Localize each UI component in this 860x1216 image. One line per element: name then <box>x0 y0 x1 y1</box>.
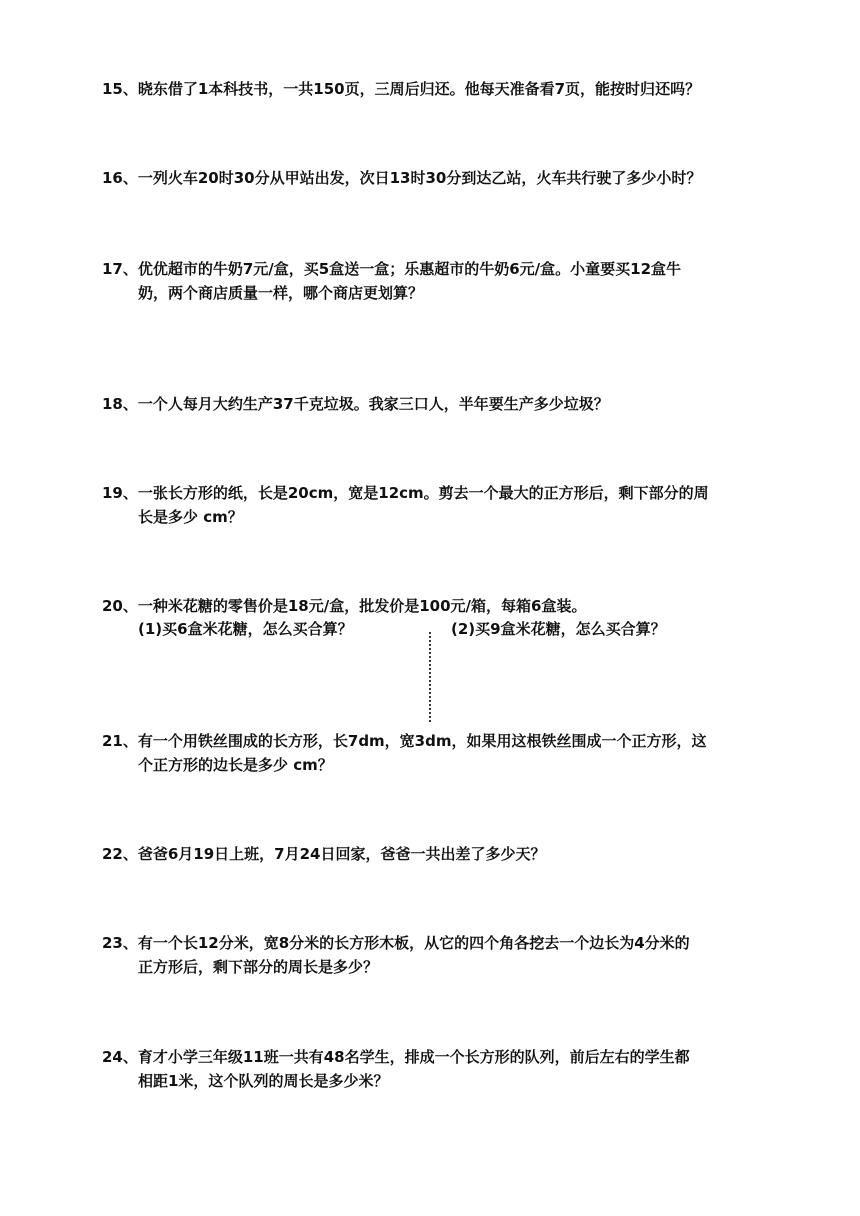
question-15-text: 15、晓东借了1本科技书，一共150页，三周后归还。他每天准备看7页，能按时归还吗？ <box>102 80 701 98</box>
question-21 <box>102 729 782 777</box>
question-21-text-cont: 个正方形的边长是多少 cm？ <box>138 756 333 774</box>
question-23-text-cont: 正方形后，剩下部分的周长是多少？ <box>138 958 379 976</box>
question-23 <box>102 931 782 979</box>
question-18 <box>102 392 782 416</box>
question-15 <box>102 77 782 101</box>
question-21-text: 21、有一个用铁丝围成的长方形，长7dm，宽3dm，如果用这根铁丝围成一个正方形，这 <box>102 732 707 750</box>
question-17 <box>102 257 782 305</box>
question-19-text-cont: 长是多少 cm？ <box>138 508 243 526</box>
question-20-part-1: (1)买6盒米花糖，怎么买合算？ <box>138 620 353 638</box>
question-24 <box>102 1045 782 1093</box>
question-16 <box>102 166 782 190</box>
question-20-text: 20、一种米花糖的零售价是18元/盒，批发价是100元/箱，每箱6盒装。 <box>102 597 587 615</box>
question-19-text: 19、一张长方形的纸，长是20cm，宽是12cm。剪去一个最大的正方形后，剩下部分的周 <box>102 484 709 502</box>
question-23-text: 23、有一个长12分米，宽8分米的长方形木板，从它的四个角各挖去一个边长为4分米的 <box>102 934 690 952</box>
answer-divider <box>429 632 431 722</box>
question-22-text: 22、爸爸6月19日上班，7月24日回家，爸爸一共出差了多少天？ <box>102 845 546 863</box>
question-24-text: 24、育才小学三年级11班一共有48名学生，排成一个长方形的队列，前后左右的学生都 <box>102 1048 690 1066</box>
question-19 <box>102 481 782 529</box>
question-22 <box>102 842 782 866</box>
question-17-text: 17、优优超市的牛奶7元/盒，买5盒送一盒；乐惠超市的牛奶6元/盒。小童要买12盒牛 <box>102 260 682 278</box>
question-24-text-cont: 相距1米，这个队列的周长是多少米？ <box>138 1072 389 1090</box>
question-16-text: 16、一列火车20时30分从甲站出发，次日13时30分到达乙站，火车共行驶了多少小时？ <box>102 169 702 187</box>
question-20 <box>102 594 782 618</box>
question-20-part-2: (2)买9盒米花糖，怎么买合算？ <box>451 620 666 638</box>
question-17-text-cont: 奶，两个商店质量一样，哪个商店更划算？ <box>138 284 424 302</box>
question-18-text: 18、一个人每月大约生产37千克垃圾。我家三口人，半年要生产多少垃圾？ <box>102 395 609 413</box>
